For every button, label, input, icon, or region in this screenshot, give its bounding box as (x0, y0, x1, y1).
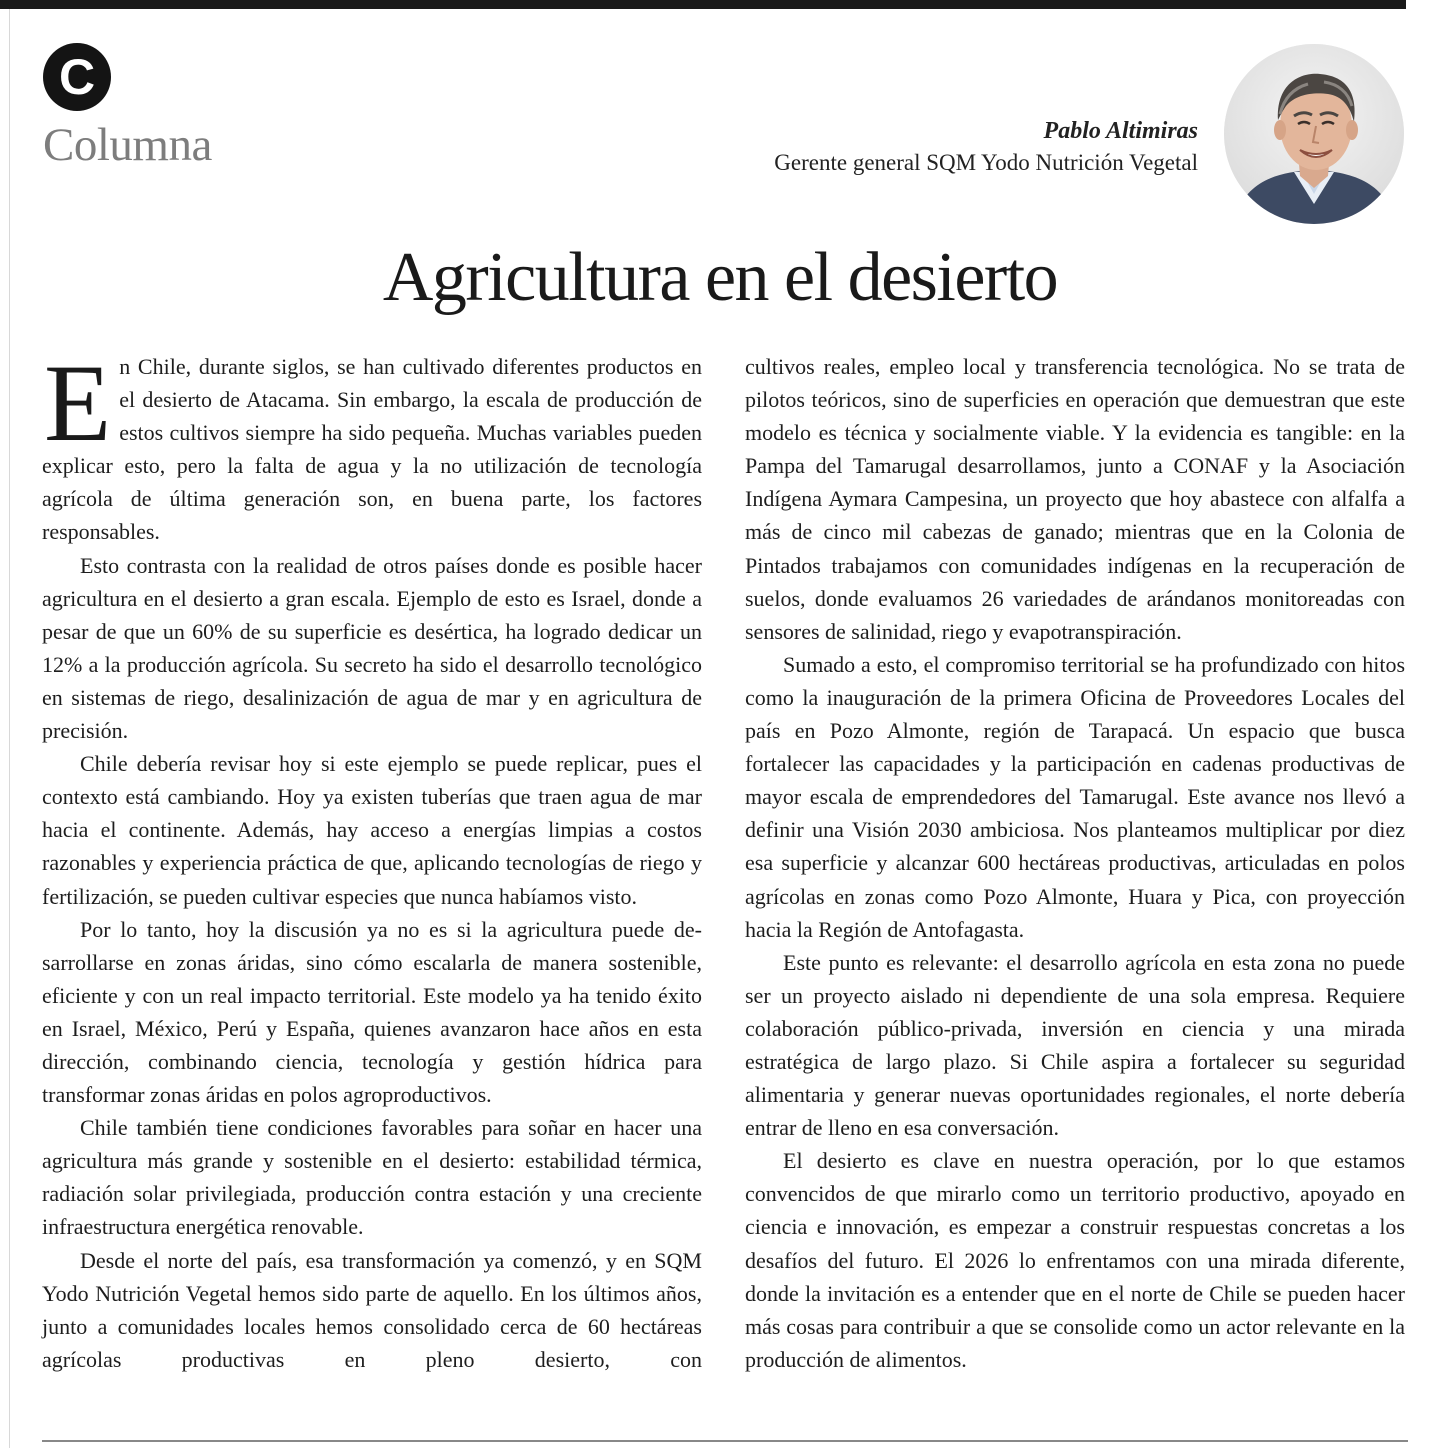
article-paragraph: Chile también tiene condiciones favorables para soñar en hacer una agricultura más grande y sostenible en el desierto: estabilidad térmica, radiación solar privilegiada, producción contra estación y una creciente infraestructura energética renovable. (42, 1115, 702, 1240)
article-paragraph: El desierto es clave en nuestra operación, por lo que estamos convencidos de que mirarlo como un territorio productivo, apoyado en ciencia e innovación, es empezar a construir respuestas concretas a los desafíos del futuro. El 2026 lo enfrentamos con una mirada diferente, donde la invitación es a entender que en el norte de Chile se pueden hacer más cosas para contribuir a que se consolide como un actor relevante en la producción de alimentos. (745, 1148, 1405, 1372)
section-label: Columna (43, 119, 212, 171)
paragraph-text: n Chile, durante siglos, se han cultivado diferentes productos en el desierto de Atacama. Sin embargo, la escala de producción de estos cultivos siempre ha sido pequeña. Muchas variables pueden explicar esto, pero la falta de agua y la no utilización de tecnología agrícola de última generación son, en buena parte, los factores responsables. (42, 354, 702, 545)
byline (774, 116, 1198, 180)
portrait-icon (1224, 44, 1404, 224)
bottom-rule (42, 1440, 1408, 1442)
page-edge (9, 9, 10, 1448)
article-column-left (42, 342, 702, 1376)
article-paragraph: Desde el norte del país, esa transformación ya comenzó, y en SQM Yodo Nutrición Vegetal hemos sido parte de aquello. En los últimos años, junto a comunidades locales hemos consolidado cerca de 60 hectáreas agrícolas productivas en pleno desierto, con (42, 1247, 702, 1372)
section-badge: C (43, 43, 111, 111)
author-photo (1224, 44, 1404, 224)
article-paragraph: Este punto es relevante: el desarrollo agrícola en esta zona no puede ser un proyecto aislado ni dependiente de una sola empresa. Requiere colaboración público-privada, inversión en ciencia y una mirada estratégica de largo plazo. Si Chile aspira a fortalecer su seguridad alimentaria y generar nuevas oportunidades regionales, el norte debería entrar de lleno en esa conversación. (745, 949, 1405, 1141)
author-role: Gerente general SQM Yodo Nutrición Vegetal (774, 150, 1198, 175)
article-title: Agricultura en el desierto (382, 239, 1058, 316)
article-paragraph: Sumado a esto, el compromiso territorial se ha profundizado con hitos como la inauguración de la primera Oficina de Proveedores Locales del país en Pozo Almonte, región de Tarapacá. Un espacio que busca fortalecer las capacidades y la participación en cadenas productivas de mayor escala de emprendedores del Tamarugal. Este avance nos llevó a definir una Visión 2030 ambiciosa. Nos planteamos multiplicar por diez esa superficie y alcanzar 600 hectáreas productivas, articuladas en polos agrícolas en zonas como Pozo Almonte, Huara y Pica, con proyección hacia la Región de Antofagasta. (745, 651, 1405, 942)
article-paragraph (42, 342, 702, 549)
article-column-right (745, 350, 1405, 1376)
article-paragraph: Chile debería revisar hoy si este ejemplo se puede replicar, pues el contexto está cambiando. Hoy ya existen tuberías que traen agua de mar hacia el continente. Además, hay acceso a energías limpias a costos razonables y experiencia práctica de que, aplicando tecnologías de riego y fertilización, se pueden cultivar especies que nunca habíamos visto. (42, 751, 702, 909)
article-paragraph: Esto contrasta con la realidad de otros países donde es posible hacer agricultura en el desierto a gran escala. Ejemplo de esto es Israel, donde a pesar de que un 60% de su superficie es desértica, ha logrado dedicar un 12% a la producción agrícola. Su secreto ha sido el desarrollo tecnológico en sistemas de riego, desalinización de agua de mar y en agricultura de precisión. (42, 552, 702, 744)
article-paragraph: Por lo tanto, hoy la discusión ya no es si la agricultura puede desarrollarse en zonas áridas, sino cómo escalarla de manera sostenible, eficiente y con un real impacto territorial. Este modelo ya ha tenido éxito en Israel, México, Perú y España, quienes avanzaron hace años en esta dirección, combinando ciencia, tecnología y gestión hídrica para transformar zonas áridas en polos agroproductivos. (42, 916, 702, 1108)
article-paragraph-continued: cultivos reales, empleo local y transferencia tecnológica. No se trata de pilotos teóricos, sino de superficies en operación que demuestran que este modelo es técnica y socialmente viable. Y la evidencia es tangible: en la Pampa del Tamarugal desarrollamos, junto a CONAF y la Asociación Indígena Aymara Campesina, un proyecto que hoy abastece con alfalfa a más de cinco mil cabezas de ganado; mientras que en la Colonia de Pintados trabajamos con comunidades indígenas en la recuperación de suelos, donde evaluamos 26 variedades de arándanos monitoreadas con sensores de salinidad, riego y evapotranspiración. (745, 354, 1405, 644)
top-rule (0, 0, 1406, 9)
drop-cap: E (44, 342, 112, 464)
author-name: Pablo Altimiras (1043, 118, 1198, 144)
